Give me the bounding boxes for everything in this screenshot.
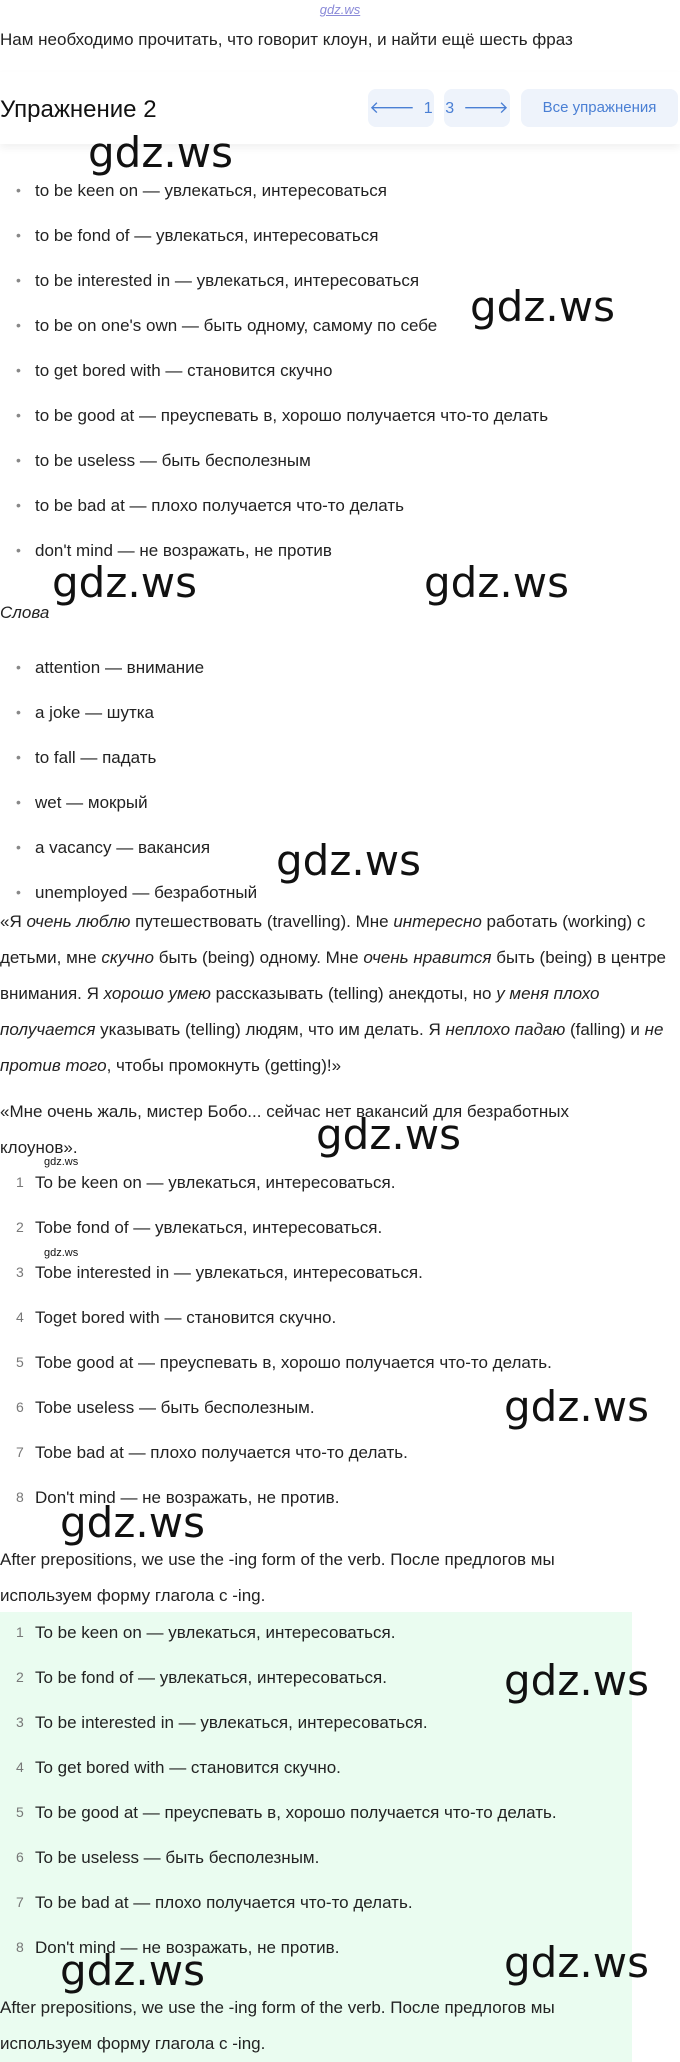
list-item: 7 To be bad at — плохо получается что-то делать.: [16, 1893, 413, 1912]
watermark: gdz.ws: [60, 1946, 205, 1995]
watermark: gdz.ws: [44, 1247, 79, 1259]
list-item: • to be keen on — увлекаться, интересоваться: [0, 168, 548, 213]
words-list: [0, 645, 257, 915]
list-item: • a joke — шутка: [0, 690, 257, 735]
watermark: gdz.ws: [470, 282, 615, 331]
list-item: • to be good at — преуспевать в, хорошо получается что-то делать: [0, 393, 548, 438]
list-item: 6 Tobe useless — быть бесполезным.: [16, 1398, 315, 1417]
reply-text: «Мне очень жаль, мистер Бобо... сейчас нет вакансий для безработных клоунов».: [0, 1102, 569, 1157]
answers-list-2: [0, 1610, 557, 1970]
watermark: gdz.ws: [88, 128, 233, 177]
list-item: 6 To be useless — быть бесполезным.: [16, 1848, 320, 1867]
list-item: • unemployed — безработный: [0, 870, 257, 915]
list-item: • attention — внимание: [0, 645, 257, 690]
list-item: • a vacancy — вакансия: [0, 825, 257, 870]
list-item: 3 To be interested in — увлекаться, интересоваться.: [16, 1713, 428, 1732]
next-exercise-label: 3: [445, 100, 455, 117]
list-item: • to get bored with — становится скучно: [0, 348, 548, 393]
prev-exercise-button[interactable]: [368, 89, 434, 127]
watermark: gdz.ws: [52, 558, 197, 607]
watermark: gdz.ws: [276, 836, 421, 885]
phrases-list: [0, 168, 548, 573]
list-item: 4 Toget bored with — становится скучно.: [16, 1308, 337, 1327]
list-item: • wet — мокрый: [0, 780, 257, 825]
watermark: gdz.ws: [504, 1656, 649, 1705]
list-item: • to be useless — быть бесполезным: [0, 438, 548, 483]
watermark: gdz.ws: [424, 558, 569, 607]
site-logo[interactable]: gdz.ws: [319, 2, 361, 17]
watermark: gdz.ws: [316, 1110, 461, 1159]
list-item: 8 Don't mind — не возражать, не против.: [16, 1488, 340, 1507]
list-item: • to be bad at — плохо получается что-то делать: [0, 483, 548, 528]
prev-exercise-label: 1: [423, 100, 433, 117]
clown-text: «Я очень люблю путешествовать (travelling). Мне интересно работать (working) с детьми, мне скучно быть (being) одному. Мне очень нравится быть (being) в центре внимания. Я хорошо умею рассказывать (telling) анекдоты, но у меня плохо получается указывать (telling) людям, что им делать. Я неплохо падаю (falling) и не против того, чтобы промокнуть (getting)!»: [0, 912, 667, 1075]
intro-text: Нам необходимо прочитать, что говорит клоун, и найти ещё шесть фраз: [0, 30, 573, 49]
list-item: 1 To be keen on — увлекаться, интересоваться.: [16, 1623, 396, 1642]
watermark: gdz.ws: [60, 1498, 205, 1547]
list-item: • don't mind — не возражать, не против: [0, 528, 548, 573]
all-exercises-button[interactable]: Все упражнения: [521, 89, 678, 127]
watermark: gdz.ws: [504, 1382, 649, 1431]
list-item: • to be interested in — увлекаться, интересоваться: [0, 258, 548, 303]
watermark: gdz.ws: [44, 1156, 79, 1168]
list-item: 3 Tobe interested in — увлекаться, интересоваться.: [16, 1263, 423, 1282]
list-item: 8 Don't mind — не возражать, не против.: [16, 1938, 340, 1957]
list-item: • to fall — падать: [0, 735, 257, 780]
next-exercise-button[interactable]: [444, 89, 510, 127]
list-item: 1 To be keen on — увлекаться, интересоваться.: [16, 1173, 396, 1192]
list-item: • to be fond of — увлекаться, интересоваться: [0, 213, 548, 258]
list-item: • to be on one's own — быть одному, самому по себе: [0, 303, 548, 348]
grammar-note-2: After prepositions, we use the -ing form of the verb. После предлогов мы используем форму глагола с -ing.: [0, 1998, 555, 2053]
arrow-right-icon: 🡒: [463, 98, 509, 117]
exercise-title: Упражнение 2: [0, 96, 157, 123]
watermark: gdz.ws: [504, 1938, 649, 1987]
words-label: Слова: [0, 603, 50, 622]
grammar-note-1: After prepositions, we use the -ing form of the verb. После предлогов мы используем форму глагола с -ing.: [0, 1550, 555, 1605]
arrow-left-icon: 🡐: [369, 98, 415, 117]
list-item: 5 Tobe good at — преуспевать в, хорошо получается что-то делать.: [16, 1353, 552, 1372]
list-item: 2 Tobe fond of — увлекаться, интересоваться.: [16, 1218, 383, 1237]
list-item: 5 To be good at — преуспевать в, хорошо получается что-то делать.: [16, 1803, 557, 1822]
list-item: 7 Tobe bad at — плохо получается что-то делать.: [16, 1443, 408, 1462]
answers-list-1: [0, 1160, 552, 1520]
list-item: 2 To be fond of — увлекаться, интересоваться.: [16, 1668, 387, 1687]
list-item: 4 To get bored with — становится скучно.: [16, 1758, 341, 1777]
